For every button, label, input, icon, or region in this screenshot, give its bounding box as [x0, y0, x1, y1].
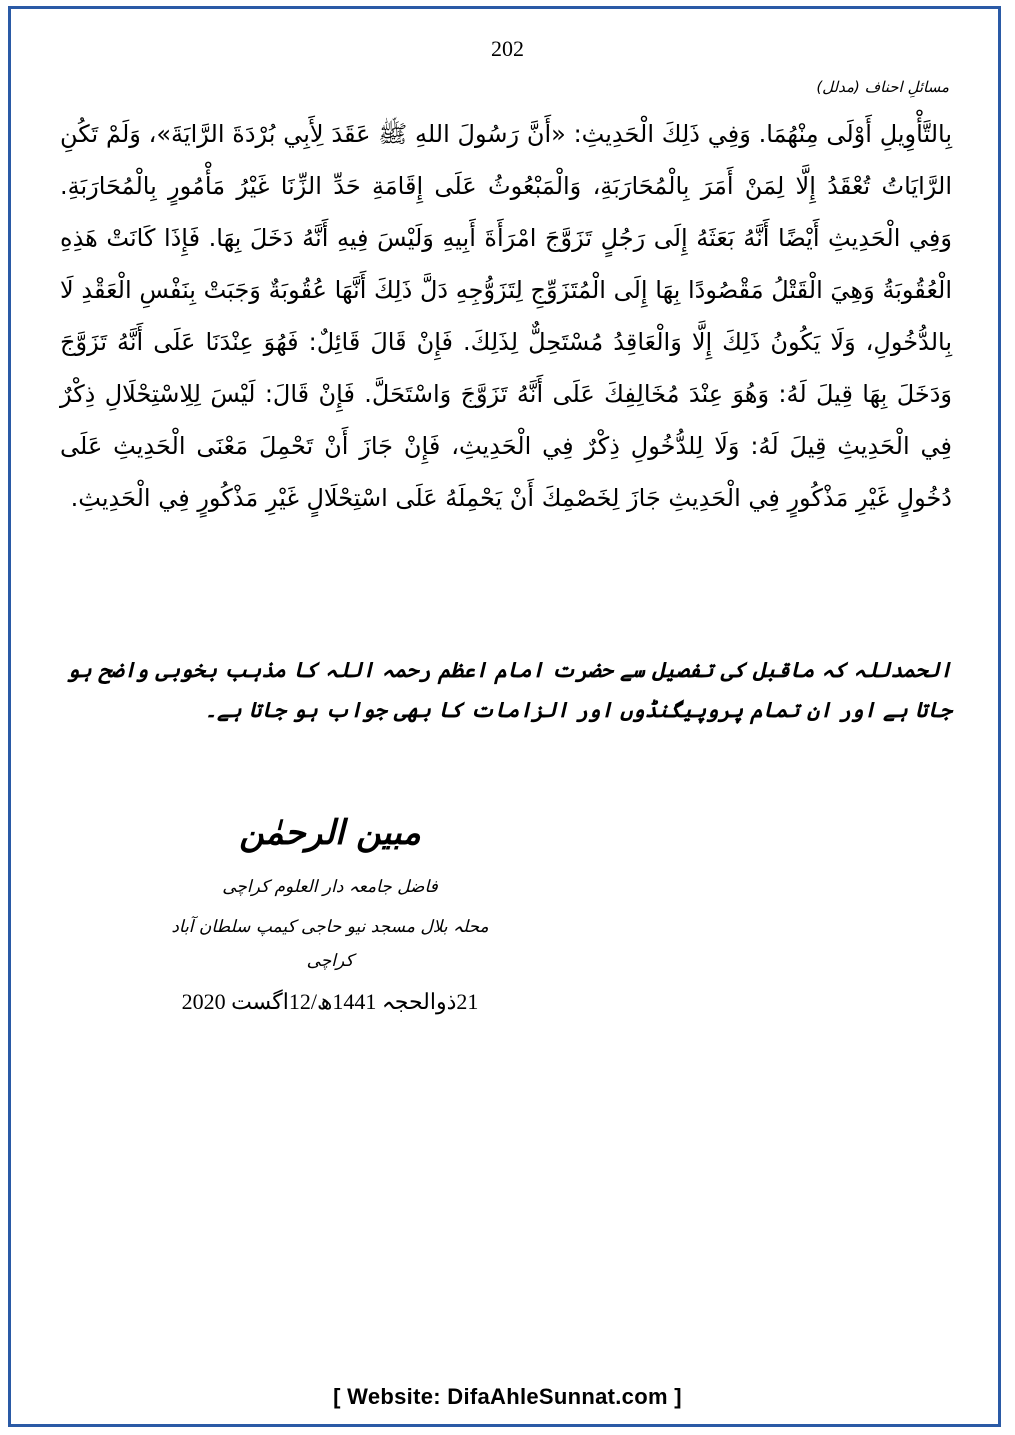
arabic-passage: بِالتَّأْوِيلِ أَوْلَى مِنْهُمَا. وَفِي ذَلِكَ الْحَدِيثِ: «أَنَّ رَسُولَ اللهِ ﷺ عَقَدَ لِأَبِي بُرْدَةَ الرَّايَةَ»، وَلَمْ تَكُنِ الرَّايَاتُ تُعْقَدُ إِلَّا لِمَنْ أَمَرَ بِالْمُحَارَبَةِ، وَالْمَبْعُوثُ عَلَى إِقَامَةِ حَدِّ الزِّنَا غَيْرُ مَأْمُورٍ بِالْمُحَارَبَةِ. وَفِي الْحَدِيثِ أَيْضًا أَنَّهُ بَعَثَهُ إِلَى رَجُلٍ تَزَوَّجَ امْرَأَةَ أَبِيهِ وَلَيْسَ فِيهِ أَنَّهُ دَخَلَ بِهَا. فَإِذَا كَانَتْ هَذِهِ الْعُقُوبَةُ وَهِيَ الْقَتْلُ مَقْصُودًا بِهَا إِلَى الْمُتَزَوِّجِ لِتَزَوُّجِهِ دَلَّ ذَلِكَ أَنَّهَا عُقُوبَةٌ وَجَبَتْ بِنَفْسِ الْعَقْدِ لَا بِالدُّخُولِ، وَلَا يَكُونُ ذَلِكَ إِلَّا وَالْعَاقِدُ مُسْتَحِلٌّ لِذَلِكَ. فَإِنْ قَالَ قَائِلٌ: فَهُوَ عِنْدَنَا عَلَى أَنَّهُ تَزَوَّجَ وَدَخَلَ بِهَا قِيلَ لَهُ: وَهُوَ عِنْدَ مُخَالِفِكَ عَلَى أَنَّهُ تَزَوَّجَ وَاسْتَحَلَّ. فَإِنْ قَالَ: لَيْسَ لِلِاسْتِحْلَالِ ذِكْرٌ فِي الْحَدِيثِ قِيلَ لَهُ: وَلَا لِلدُّخُولِ ذِكْرٌ فِي الْحَدِيثِ، فَإِنْ جَازَ أَنْ تَحْمِلَ مَعْنَى الْحَدِيثِ عَلَى دُخُولٍ غَيْرِ مَذْكُورٍ فِي الْحَدِيثِ جَازَ لِخَصْمِكَ أَنْ يَحْمِلَهُ عَلَى اسْتِحْلَالٍ غَيْرِ مَذْكُورٍ فِي الْحَدِيثِ.	[60, 120, 952, 512]
signature-block	[150, 808, 510, 1022]
signature-title: فاضل جامعہ دار العلوم کراچی	[222, 877, 438, 897]
page-number: 202	[491, 36, 524, 61]
signature-date: 21ذوالحجہ 1441ھ/12اگست 2020	[181, 989, 479, 1014]
running-header: مسائلِ احناف (مدلل)	[816, 78, 949, 96]
footer-website: [ Website: DifaAhleSunnat.com ]	[333, 1384, 682, 1409]
signature-address: محلہ بلال مسجد نیو حاجی کیمپ سلطان آباد کراچی	[171, 917, 489, 971]
signature-name: مبین الرحمٰن	[239, 813, 421, 853]
urdu-conclusion: الحمدللہ کہ ماقبل کی تفصیل سے حضرت امام اعظم رحمہ اللہ کا مذہب بخوبی واضح ہو جاتا ہے اور ان تمام پروپیگنڈوں اور الزامات کا بھی جواب ہو جاتا ہے۔	[67, 658, 952, 722]
